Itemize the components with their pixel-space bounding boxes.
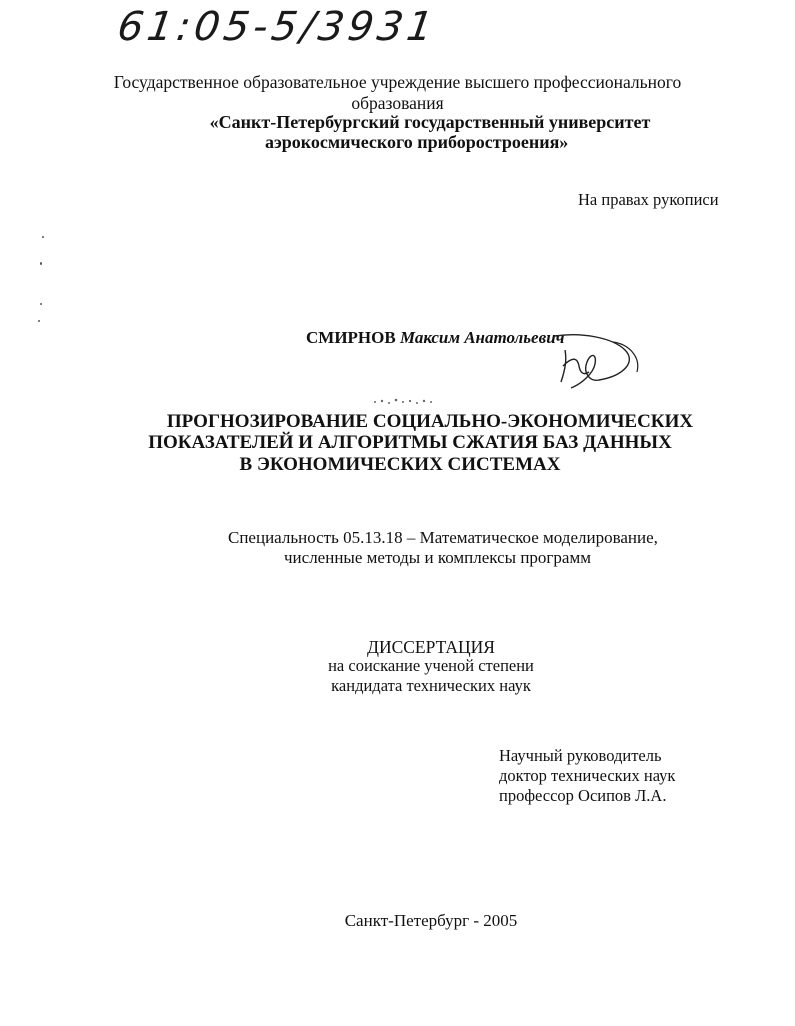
city-year: Санкт-Петербург - 2005 — [344, 911, 518, 930]
scan-speck — [40, 262, 42, 265]
supervisor-role: Научный руководитель — [499, 746, 662, 765]
institution-name-line-1: «Санкт-Петербургский государственный университет — [209, 112, 651, 132]
dissertation-heading: ДИССЕРТАЦИЯ — [367, 637, 495, 657]
author-given-names: Максим Анатольевич — [399, 328, 565, 347]
author-name — [306, 328, 565, 348]
scan-speck — [40, 303, 42, 305]
degree-line-1: на соискание ученой степени — [328, 656, 534, 675]
manuscript-rights-note: На правах рукописи — [578, 190, 719, 209]
scan-speck — [42, 236, 44, 238]
archive-stamp: 61:05-5/3931 — [114, 4, 440, 50]
specialty-line-2: численные методы и комплексы программ — [284, 548, 591, 567]
institution-name-line-2: аэрокосмического приборостроения» — [265, 132, 569, 152]
handwritten-signature — [553, 332, 645, 394]
dissertation-title-line-1: ПРОГНОЗИРОВАНИЕ СОЦИАЛЬНО-ЭКОНОМИЧЕСКИХ — [166, 411, 694, 432]
scan-speck — [38, 320, 40, 322]
institution-line-2: образования — [351, 93, 444, 113]
specialty-line-1: Специальность 05.13.18 – Математическое моделирование, — [228, 528, 658, 547]
dissertation-title-line-3: В ЭКОНОМИЧЕСКИХ СИСТЕМАХ — [239, 454, 561, 475]
dissertation-title-line-2: ПОКАЗАТЕЛЕЙ И АЛГОРИТМЫ СЖАТИЯ БАЗ ДАННЫХ — [148, 432, 672, 453]
supervisor-degree: доктор технических наук — [499, 766, 676, 785]
supervisor-name: профессор Осипов Л.А. — [499, 786, 667, 805]
stamp-smudge — [372, 396, 442, 408]
author-surname: СМИРНОВ — [306, 328, 396, 347]
degree-line-2: кандидата технических наук — [331, 676, 531, 695]
institution-line-1: Государственное образовательное учреждение высшего профессионального — [113, 72, 682, 92]
